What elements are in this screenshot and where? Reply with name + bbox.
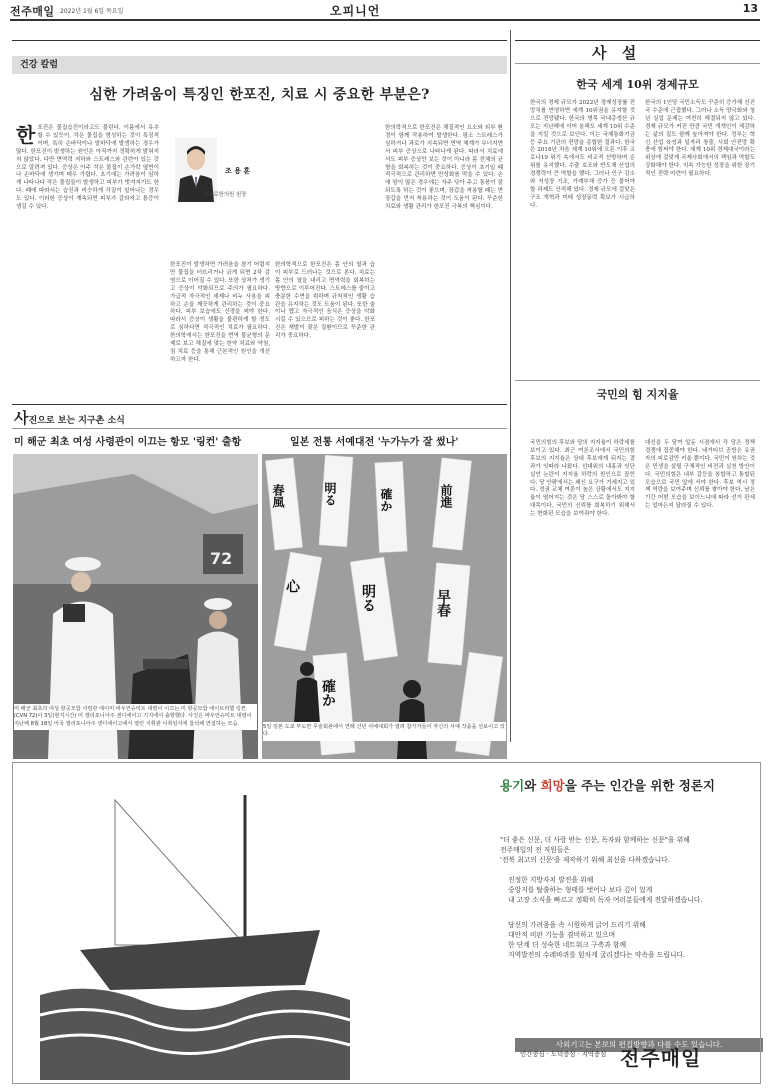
photo-section-rule [12, 404, 507, 405]
photo-section-prefix: 사 [14, 409, 29, 427]
ad-p3-l2: 대안적 비판 기능을 겸비하고 있으며 [508, 931, 616, 939]
column-label: 건강 칼럼 [12, 56, 507, 74]
column-headline: 심한 가려움이 특징인 한포진, 치료 시 중요한 부분은? [89, 87, 430, 103]
editorial-2-col1-wrap [530, 440, 635, 519]
ad-paragraph-2 [508, 875, 758, 905]
calligraphy-3: 確か [379, 488, 393, 512]
ad-p1-l1: "더 좋은 신문, 더 사랑 받는 신문, 독자와 함께하는 신문"을 위해 [500, 836, 690, 844]
calligraphy-2: 明る [323, 482, 337, 506]
editorial-2-col2-wrap [645, 440, 755, 511]
column-divider [510, 30, 511, 742]
photo-section-subrule [12, 428, 507, 429]
editorial-notice: 사외기고는 본보의 편집방향과 다를 수도 있습니다. [515, 1038, 763, 1052]
ad-slogan [500, 776, 715, 794]
drop-cap: 한 [16, 123, 36, 147]
column-body-col4-wrap [385, 125, 503, 212]
ad-p1-l2: 전주매일의 전 직원들은 [500, 846, 570, 854]
page-number: 13 [742, 2, 758, 15]
photo-right-caption: 5일 일본 도쿄 부도칸 무술회관에서 연례 신년 서예대회가 열려 참가자들이 자신의 서예 작품을 선보이고 있다. [263, 724, 505, 738]
column-body-col2-wrap [170, 262, 270, 365]
calligraphy-5: 心 [284, 579, 300, 593]
ad-illustration [20, 790, 380, 1080]
ad-slogan-rest: 을 주는 인간을 위한 정론지 [564, 778, 715, 793]
photo-left-caption-wrap [14, 704, 257, 730]
column-text-2: 한포진이 발생하면 가려움을 참기 어렵지만 물집을 터뜨리거나 긁게 되면 2차 감염으로 이어질 수 있다. 또한 상처가 생기고 증상이 악화되므로 주의가 필요하다. 가급적 자극적인 세제나 비누 사용을 피하고 손을 깨끗하게 관리하는 것이 중요하다. 피부 보습에도 신경을 써야 한다. 따라서 증상이 생활을 불편하게 할 정도로 심하다면 적극적인 치료가 필요하다. 한의학에서는 한포진을 면역 불균형의 문제로 보고 체질에 맞는 한약 치료와 약침, 침 치료 등을 통해 근본적인 원인을 개선하고자 한다. [170, 262, 270, 363]
ad-paragraph-1 [500, 835, 758, 865]
calligraphy-1: 春風 [271, 484, 285, 508]
photo-section-rest: 진으로 보는 지구촌 소식 [28, 416, 125, 426]
ad-slogan-mid1: 와 [524, 778, 541, 793]
calligraphy-8: 確か [320, 679, 336, 707]
calligraphy-4: 前進 [439, 484, 453, 508]
editorial-headline-1: 한국 세계 10위 경제규모 [576, 78, 699, 91]
masthead-rule [10, 19, 760, 21]
ad-paragraph-3 [508, 920, 758, 960]
author-name: 조 용 훈 [225, 166, 251, 175]
photo-section-title [14, 407, 125, 428]
column-text-4: 한의학적으로 한포진은 체질적인 요소와 외부 환경이 함께 작용하여 발생한다. 평소 스트레스가 심하거나 과로가 지속되면 면역 체계가 무너지면서 피부 증상으로 나타나게 된다. 따라서 치료에서도 피부 증상만 보는 것이 아니라 몸 전체의 균형을 회복하는 것이 중요하다. 증상이 초기일 때 적극적으로 관리하면 만성화를 막을 수 있다. 손에 땀이 많은 경우에는 자주 닦아 주고 통풍이 잘 되도록 하는 것이 좋으며, 장갑을 착용할 때는 면장갑을 먼저 착용하는 것이 도움이 된다. 꾸준한 치료와 생활 관리가 한포진 극복의 핵심이다. [385, 125, 503, 211]
editorial-2-text-2: 대선을 두 달여 앞둔 시점에서 각 당은 정책 경쟁에 집중해야 한다. 네거티브 공방은 유권자의 피로감만 키울 뿐이다. 국민이 원하는 것은 민생을 살릴 구체적인 비전과 실천 방안이다. 국민의힘은 내부 갈등을 봉합하고 통합된 모습으로 국민 앞에 서야 한다. 후보 역시 정책 역량을 보여주며 신뢰를 쌓아야 한다. 남은 기간 어떤 모습을 보이느냐에 따라 선거 판세는 얼마든지 달라질 수 있다. [645, 440, 755, 510]
hull-number: 72 [210, 549, 233, 568]
editorial-1-col2-wrap [645, 100, 755, 179]
column-body-col3-wrap [275, 262, 375, 341]
editorial-2-text-1: 국민의힘의 후보와 당의 지지율이 하락세를 보이고 있다. 최근 여론조사에서 국민의힘 후보의 지지율은 상대 후보에게 뒤지는 결과가 잇따라 나왔다. 선대위의 내홍과 잇단 실언 논란이 지지율 하락의 원인으로 꼽힌다. 당 안팎에서는 쇄신 요구가 거세지고 있다. 정권 교체 여론이 높은 상황에서도 지지율이 떨어지는 것은 당 스스로 돌아봐야 할 대목이다. 국민의 신뢰를 회복하기 위해서는 변화된 모습을 보여줘야 한다. [530, 440, 635, 518]
calligraphy-6: 明る [360, 584, 376, 612]
ad-p1-l3: '전북 최고의 신문'을 제작하기 위해 최선을 다하겠습니다. [500, 856, 670, 864]
ad-brand: 전주매일 [620, 1046, 702, 1070]
masthead-date: 2022년 1월 6일 목요일 [60, 8, 124, 15]
photo-left-caption: 미 해군 최초의 여성 항공모함 사령관 에이미 바우언슈미트 대령이 이끄는 미 항공모함 에이브러햄 링컨(CVN 72)이 3일(현지시간) 미 캘리포니아주 샌디에이고 기지에서 출항했다. 사진은 바우언슈미트 대령이 지난해 8월 18일 미국 캘리포니아주 샌디에이고에서 열린 지휘관 이취임식에 참석해 연설하는 모습. [14, 706, 252, 727]
masthead-logo: 전주매일 [10, 5, 55, 18]
column-body-col1 [16, 125, 159, 212]
column-top-rule [12, 40, 507, 41]
ad-p3-l1: 당신의 가려움을 속 시원하게 긁어 드리기 위해 [508, 921, 646, 929]
editorial-divider [515, 380, 760, 381]
ad-slogan-w2: 희망 [540, 778, 565, 793]
editorial-1-text-1: 한국의 경제 규모가 2022년 경제성장률 전망치를 반영하면 세계 10위권을 유지할 것으로 전망됐다. 한국의 명목 국내총생산 규모는 지난해에 이어 올해도 세계 10위 수준을 지킬 것으로 보인다. 이는 국제통화기금 등 주요 기관의 전망을 종합한 결과다. 한국은 2018년 처음 세계 10위에 오른 이후 코로나19 위기 속에서도 비교적 선방하며 순위를 유지했다. 수출 호조와 반도체 산업의 경쟁력이 큰 역할을 했다. 그러나 인구 감소와 저성장 기조, 가계부채 증가 등 풀어야 할 과제도 산적해 있다. 경제 규모에 걸맞은 구조 개혁과 미래 성장동력 확보가 시급하다. [530, 100, 635, 209]
ad-p2-l1: 진정한 지방자치 발전을 위해 [508, 876, 594, 884]
editorial-1-text-2: 한국의 1인당 국민소득도 꾸준히 증가해 선진국 수준에 근접했다. 그러나 소득 양극화와 청년 실업 문제는 여전히 해결되지 않고 있다. 경제 규모가 커진 만큼 국민 개개인이 체감하는 삶의 질도 함께 높아져야 한다. 정부는 혁신 산업 육성과 일자리 창출, 사회 안전망 확충에 힘써야 한다. 세계 10위 경제대국이라는 위상에 걸맞게 국제사회에서의 책임과 역할도 강화해야 한다. 지속 가능한 성장을 위한 장기적인 전략 마련이 필요하다. [645, 100, 755, 178]
photo-right-title: 일본 전통 서예대전 '누가누가 잘 썼나' [290, 437, 459, 448]
ad-ship-illustration [20, 790, 380, 1080]
editorial-label-rule [515, 63, 760, 64]
ad-p3-l4: 지역발전의 수레바퀴를 힘차게 굴리겠다는 약속을 드립니다. [508, 951, 686, 959]
ad-p2-l2: 중앙지를 탈출하는 형태를 벗어나 보다 깊이 있게 [508, 886, 653, 894]
column-text-3: 한의학적으로 한포진은 몸 안의 열과 습이 피부로 드러나는 것으로 본다. 치료는 몸 안의 열을 내리고 면역력을 회복하는 방향으로 이루어진다. 스트레스를 줄이고 충분한 수면을 취하며 규칙적인 생활 습관을 유지하는 것도 도움이 된다. 또한 술이나 맵고 자극적인 음식은 증상을 악화시킬 수 있으므로 피하는 것이 좋다. 한포진은 재발이 잦은 질환이므로 꾸준한 관리가 중요하다. [275, 262, 375, 340]
calligraphy-7: 早春 [435, 589, 451, 617]
editorial-1-col1-wrap [530, 100, 635, 211]
photo-calligraphy [262, 454, 507, 759]
ad-p3-l3: 한 단계 더 성숙한 네트워크 구축과 함께 [508, 941, 627, 949]
ad-slogan-w1: 용기 [500, 778, 525, 793]
ad-p2-l3: 내 고장 소식을 빠르고 정확히 독자 여러분들에게 전달하겠습니다. [508, 896, 703, 904]
editorial-headline-2: 국민의 힘 지지율 [596, 388, 679, 401]
author-title: 미소로한의원 원장 [203, 192, 247, 198]
photo-left-title: 미 해군 최초 여성 사령관이 이끄는 항모 '링컨' 출항 [14, 437, 242, 448]
photo-right-caption-wrap [263, 722, 506, 741]
photo-calligraphy-scene [262, 454, 507, 759]
editorial-top-rule [515, 40, 760, 41]
editorial-label: 사 설 [592, 44, 642, 62]
column-text-1: 포진은 물집습진이라고도 불린다. 이름에서 유추할 수 있듯이, 작은 물집을 형성하는 것이 특징적이며, 특히 손바닥이나 발바닥에 발생하는 경우가 많다. 한포진이 발생하는 원인은 아직까지 정확하게 밝혀지지 않았다. 다만 면역력 저하와 스트레스와 관련이 있는 것으로 알려져 있다. 증상은 아주 작은 물집이 손가락 옆면이나 손바닥에 생기며 매우 가렵다. 초기에는 가려움이 심하게 나타나다 작은 물집들이 발생하고 피부가 벗겨지기도 한다. 때에 따라서는 습진과 비슷하게 각질이 일어나는 경우도 있다. 이러한 증상이 계속되면 피부가 갈라지고 통증이 생길 수 있다. [16, 125, 159, 211]
masthead-section: 오피니언 [330, 4, 381, 18]
ad-tagline: 인간중심 · 도덕중심 · 지역중심 [520, 1050, 607, 1058]
